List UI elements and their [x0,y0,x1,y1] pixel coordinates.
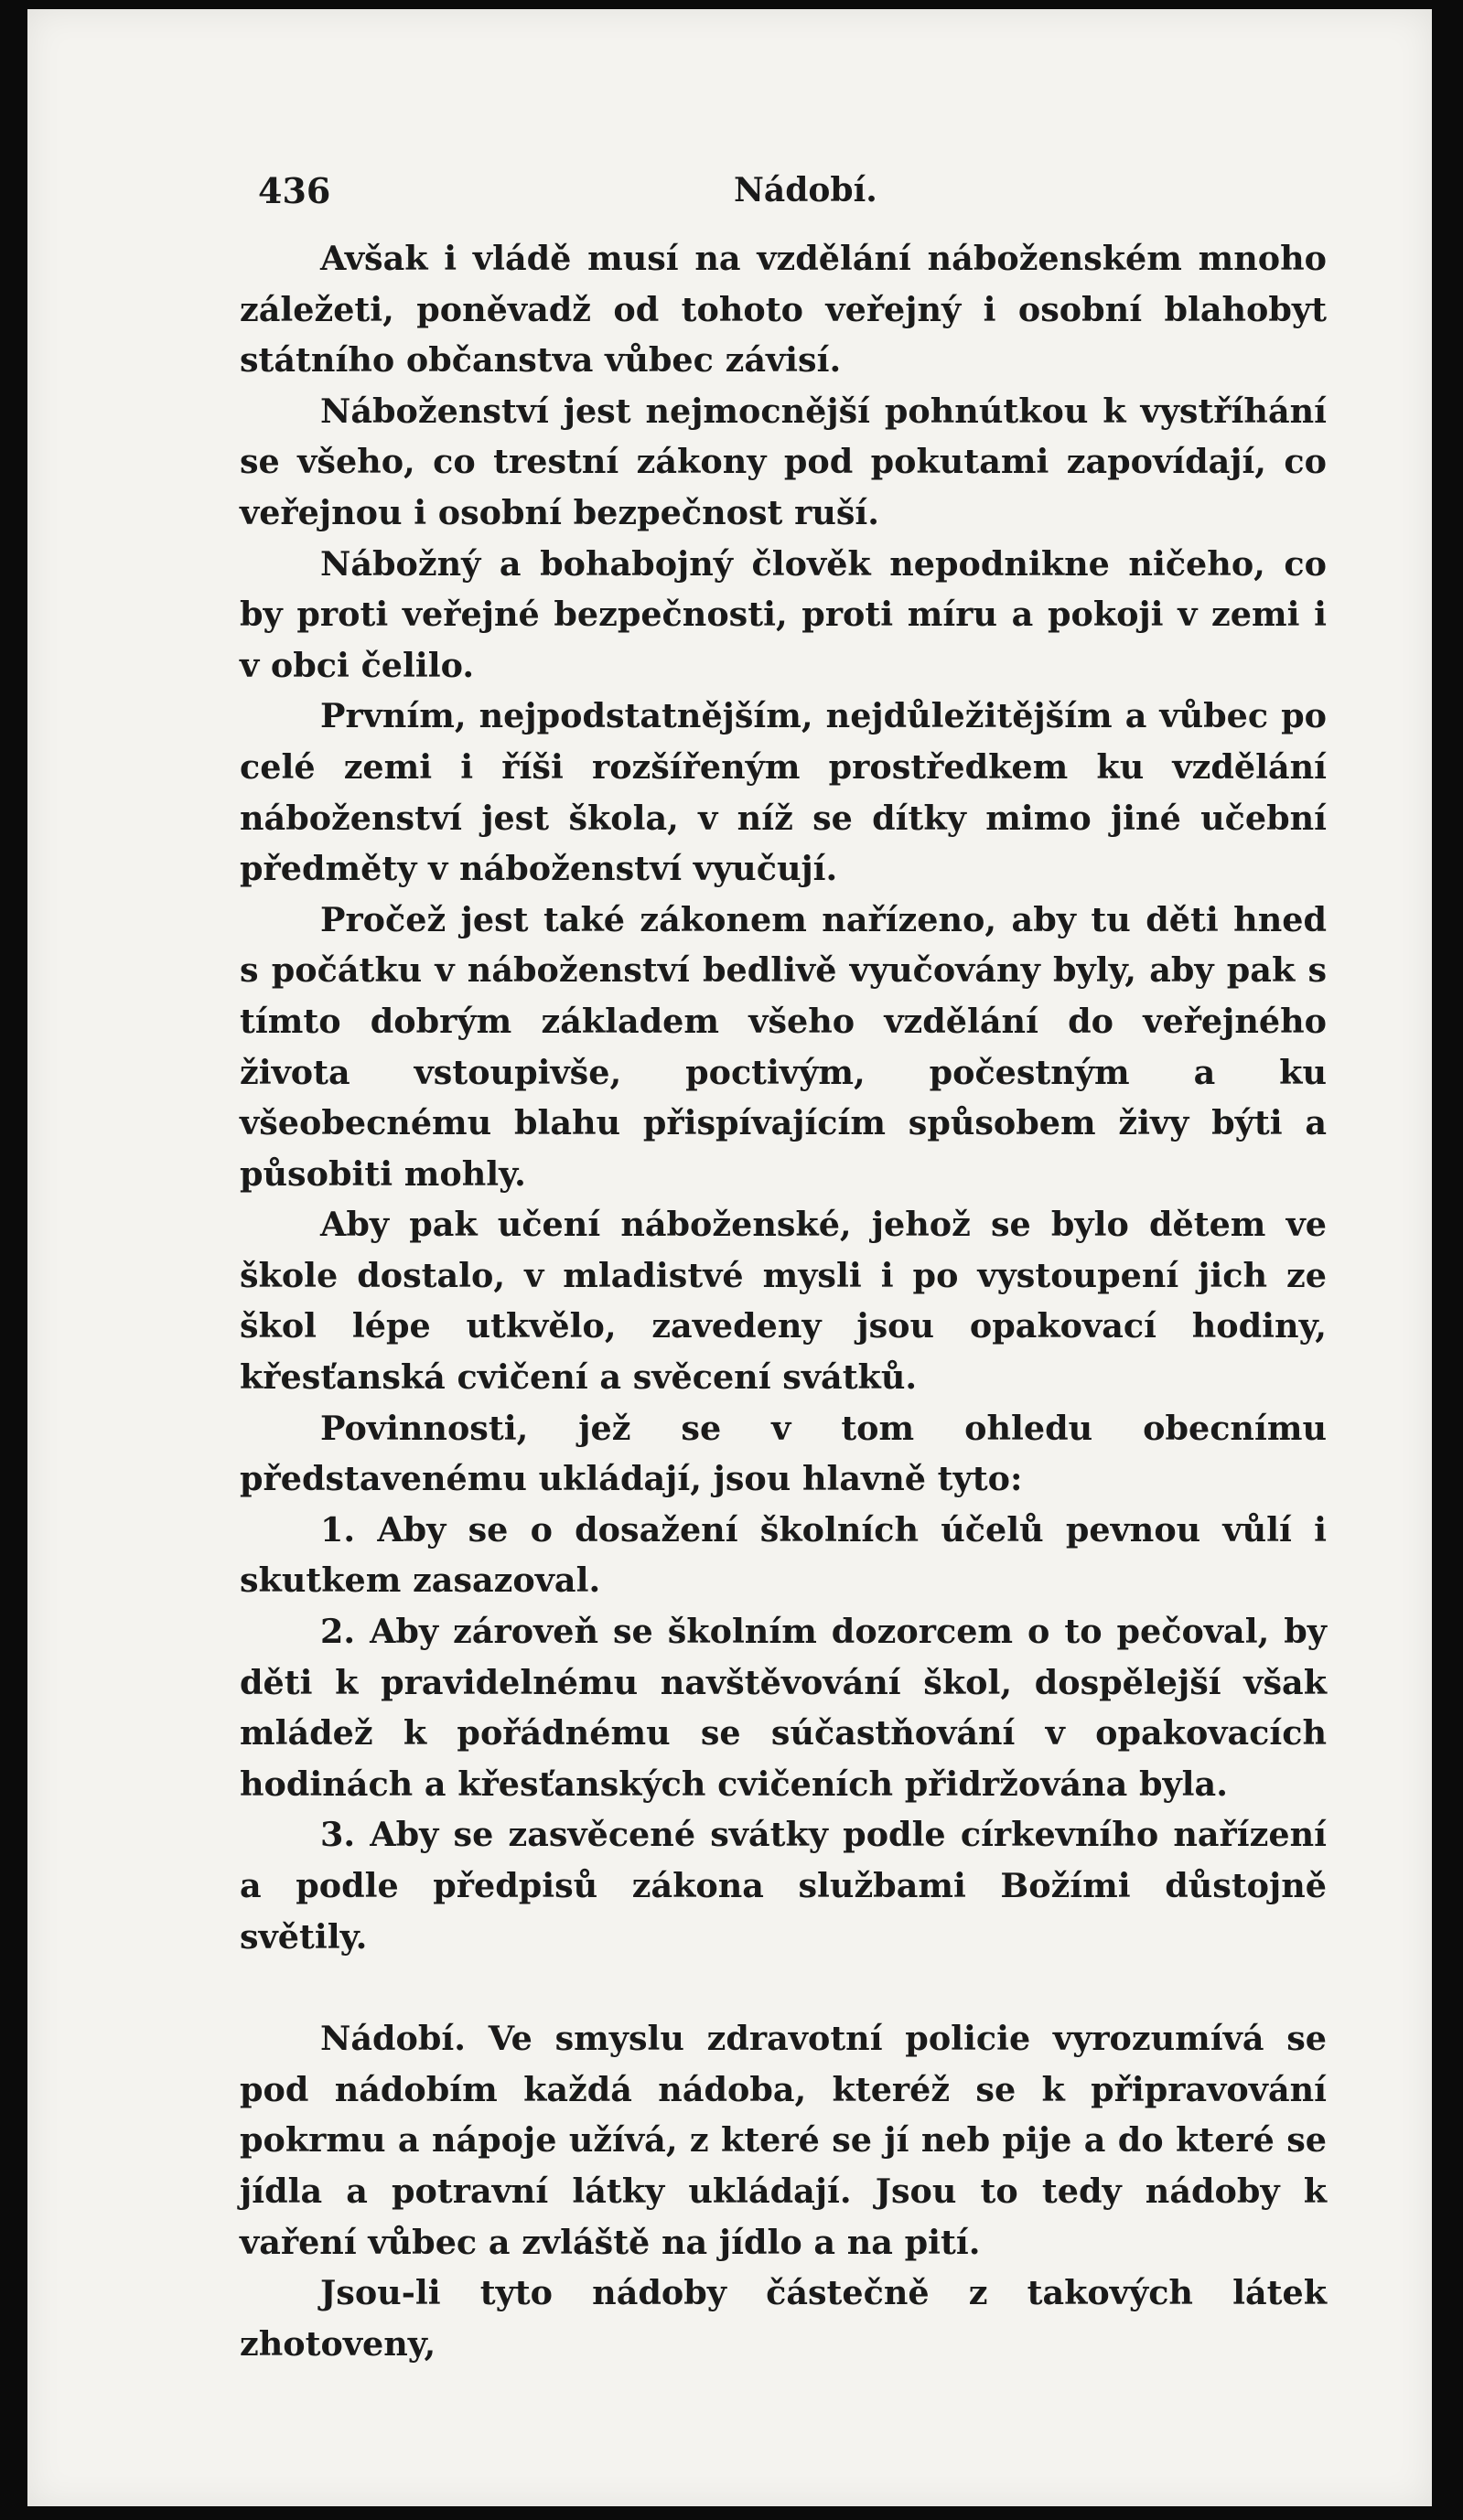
paragraph: Pročež jest také zákonem nařízeno, aby tu děti hned s počátku v náboženství bedlivě vyučovány byly, aby pak s tímto dobrým základem všeho vzdělání do veřejného života vstoupivše, poctivým, počestným a ku všeobecnému blahu přispívajícím spůsobem živy býti a působiti mohly. [240,899,1327,1194]
list-item: 1. Aby se o dosažení školních účelů pevnou vůlí i skutkem zasazoval. [240,1509,1327,1601]
list-item: 2. Aby zároveň se školním dozorcem o to pečoval, by děti k pravidelnému navštěvování škol, dospělejší však mládež k pořádnému se súčastňování v opakovacích hodinách a křesťanských cvičeních přidržována byla. [240,1612,1327,1804]
paragraph: Povinnosti, jež se v tom ohledu obecnímu představenému ukládají, jsou hlavně tyto: [240,1408,1327,1499]
page-header [240,160,1327,215]
book-page [27,9,1432,2506]
entry-paragraph [240,2013,1327,2268]
paragraph: Prvním, nejpodstatnějším, nejdůležitějším a vůbec po celé zemi i říši rozšířeným prostředkem ku vzdělání náboženství jest škola, v níž se dítky mimo jiné učební předměty v náboženství vyučují. [240,696,1327,889]
paragraph: Náboženství jest nejmocnější pohnútkou k vystříhání se všeho, co trestní zákony pod pokutami zapovídají, co veřejnou i osobní bezpečnost ruší. [240,391,1327,532]
page-content [240,160,1327,2369]
paragraph: Nábožný a bohabojný člověk nepodnikne ničeho, co by proti veřejné bezpečnosti, proti míru a pokoji v zemi i v obci čelilo. [240,543,1327,685]
entry-text: Ve smyslu zdravotní policie vyrozumívá se pod nádobím každá nádoba, kteréž se k připravování pokrmu a nápoje užívá, z které se jí neb pije a do které se jídla a potravní látky ukládají. Jsou to tedy nádoby k vaření vůbec a zvláště na jídlo a na pití. [240,2019,1327,2262]
paragraph: Jsou-li tyto nádoby částečně z takových látek zhotoveny, [240,2273,1327,2364]
paragraph: Aby pak učení náboženské, jehož se bylo dětem ve škole dostalo, v mladistvé mysli i po vystoupení jich ze škol lépe utkvělo, zavedeny jsou opakovací hodiny, křesťanská cvičení a svěcení svátků. [240,1205,1327,1398]
section-divider [240,1962,1327,2013]
list-item: 3. Aby se zasvěcené svátky podle církevního nařízení a podle předpisů zákona službami Božími důstojně světily. [240,1815,1327,1957]
page-number: 436 [258,170,331,211]
entry-term: Nádobí. [320,2019,466,2059]
running-head: Nádobí. [734,171,877,209]
paragraph: Avšak i vládě musí na vzdělání náboženském mnoho záležeti, poněvadž od tohoto veřejný i osobní blahobyt státního občanstva vůbec závisí. [240,239,1327,381]
